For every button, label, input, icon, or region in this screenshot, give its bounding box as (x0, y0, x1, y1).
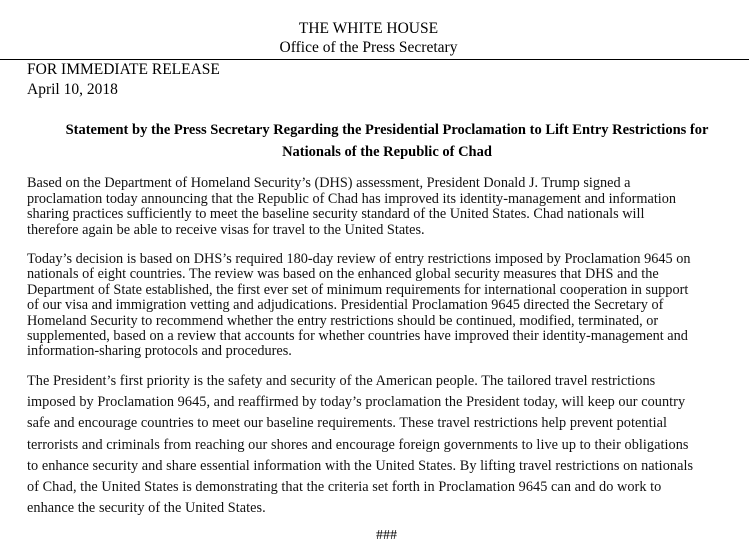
paragraph-line: of Chad, the United States is demonstrating that the criteria set forth in Proclamation 9645 can and do work to (27, 479, 662, 496)
paragraph-line: terrorists and criminals from reaching our shores and encourage foreign governments to live up to their obligations (27, 436, 689, 453)
paragraph-line: Today’s decision is based on DHS’s required 180-day review of entry restrictions imposed by Proclamation 9645 on (27, 251, 691, 267)
body-paragraph (27, 371, 749, 519)
paragraph-line: supplemented, based on a review that accounts for whether countries have improved their identity-management and (27, 328, 688, 345)
paragraph-line: nationals of eight countries. The review was based on the enhanced global security measures that DHS and the (27, 266, 659, 283)
body-paragraph (27, 252, 749, 360)
document-header-office: Office of the Press Secretary (279, 39, 458, 56)
paragraph-line: information-sharing protocols and procedures. (27, 343, 292, 360)
paragraph-line: The President’s first priority is the safety and security of the American people. The tailored travel restrictions (27, 373, 656, 389)
release-label: FOR IMMEDIATE RELEASE (27, 61, 220, 78)
statement-heading-line: Nationals of the Republic of Chad (282, 144, 492, 160)
document-header-title: THE WHITE HOUSE (298, 20, 439, 37)
paragraph-line: Homeland Security to recommend whether the entry restrictions should be continued, modified, terminated, or (27, 312, 659, 329)
paragraph-line: Department of State established, the first ever set of minimum requirements for international cooperation in support (27, 281, 689, 298)
statement-heading (34, 119, 740, 163)
paragraph-line: sharing practices sufficiently to meet the baseline security standard of the United States. Chad nationals will (27, 206, 645, 222)
release-date: April 10, 2018 (27, 81, 118, 98)
paragraph-line: to enhance security and share essential information with the United States. By lifting travel restrictions on nationals (27, 457, 694, 474)
end-of-release-mark: ### (376, 528, 397, 543)
paragraph-line: proclamation today announcing that the Republic of Chad has improved its identity-management and information (27, 190, 677, 207)
paragraph-line: therefore again be able to receive visas for travel to the United States. (27, 221, 425, 238)
statement-heading-line: Statement by the Press Secretary Regarding the Presidential Proclamation to Lift Entry Restrictions for (65, 122, 709, 138)
paragraph-line: enhance the security of the United States. (27, 500, 266, 517)
body-paragraph (27, 176, 749, 238)
paragraph-line: of our visa and immigration vetting and adjudications. Presidential Proclamation 9645 directed the Secretary of (27, 297, 664, 314)
paragraph-line: Based on the Department of Homeland Security’s (DHS) assessment, President Donald J. Trump signed a (27, 175, 631, 191)
paragraph-line: safe and encourage countries to meet our baseline requirements. These travel restrictions help prevent potential (27, 415, 668, 432)
paragraph-line: imposed by Proclamation 9645, and reaffirmed by today’s proclamation the President today, will keep our country (27, 394, 686, 411)
